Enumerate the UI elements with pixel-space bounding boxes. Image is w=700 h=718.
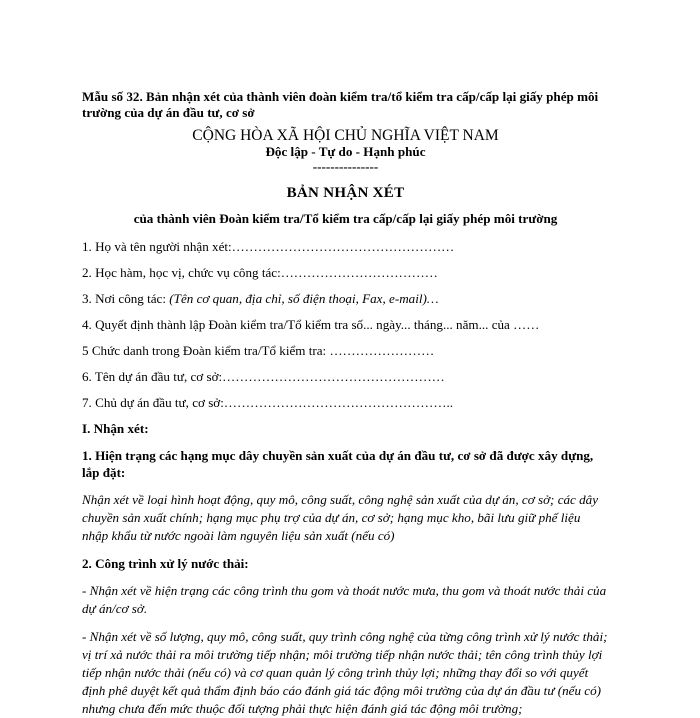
section-wastewater-heading: 2. Công trình xử lý nước thải: [82, 556, 249, 571]
field-workplace [82, 291, 609, 307]
document-page [82, 89, 609, 718]
section-review-heading: I. Nhận xét: [82, 421, 149, 436]
field-project-owner: 7. Chủ dự án đầu tư, cơ sở:…………………………………………….. [82, 395, 454, 410]
motto-divider: --------------- [312, 159, 379, 174]
field-academic-title: 2. Học hàm, học vị, chức vụ công tác:……………………………… [82, 265, 438, 280]
document-subheading: của thành viên Đoàn kiểm tra/Tổ kiểm tra cấp/cấp lại giấy phép môi trường [133, 211, 558, 226]
field-workplace-hint: (Tên cơ quan, địa chỉ, số điện thoại, Fax, e-mail)… [169, 291, 439, 306]
field-reviewer-name: 1. Họ và tên người nhận xét:…………………………………………… [82, 239, 455, 254]
national-name: CỘNG HÒA XÃ HỘI CHỦ NGHĨA VIỆT NAM [192, 127, 499, 144]
field-decision: 4. Quyết định thành lập Đoàn kiểm tra/Tổ kiểm tra số... ngày... tháng... năm... của …… [82, 317, 540, 332]
section-wastewater-note-1: - Nhận xét về hiện trạng các công trình thu gom và thoát nước mưa, thu gom và thoát nước thải của dự án/cơ sở. [82, 583, 607, 616]
field-project-name: 6. Tên dự án đầu tư, cơ sở:…………………………………………… [82, 369, 445, 384]
section-production-lines-heading: 1. Hiện trạng các hạng mục dây chuyền sản xuất của dự án đầu tư, cơ sở đã được xây dựng, lắp đặt: [82, 448, 594, 480]
field-workplace-label: 3. Nơi công tác: [82, 291, 170, 306]
national-motto: Độc lập - Tự do - Hạnh phúc [265, 144, 426, 159]
field-position: 5 Chức danh trong Đoàn kiểm tra/Tổ kiểm tra: …………………… [82, 343, 435, 358]
section-wastewater-note-2: - Nhận xét về số lượng, quy mô, công suất, quy trình công nghệ của từng công trình xử lý nước thải; vị trí xả nước thải ra môi trường tiếp nhận; môi trường tiếp nhận nước thải; tên công trình thủy lợi tiếp nhận nước thải (nếu có) và cơ quan quản lý công trình thủy lợi; những thay đổi so với quyết định phê duyệt kết quả thẩm định báo cáo đánh giá tác động môi trường của dự án đầu tư (nếu có) nhưng chưa đến mức thuộc đối tượng phải thực hiện đánh giá tác động môi trường; [82, 629, 608, 716]
section-production-lines-note: Nhận xét về loại hình hoạt động, quy mô, công suất, công nghệ sản xuất của dự án, cơ sở; các dây chuyền sản xuất chính; hạng mục phụ trợ của dự án, cơ sở; hạng mục kho, bãi lưu giữ phế liệu nhập khẩu từ nước ngoài làm nguyên liệu sản xuất (nếu có) [82, 492, 599, 543]
form-title: Mẫu số 32. Bản nhận xét của thành viên đoàn kiểm tra/tổ kiểm tra cấp/cấp lại giấy phép môi trường của dự án đầu tư, cơ sở [82, 89, 599, 120]
document-heading: BẢN NHẬN XÉT [286, 185, 405, 201]
